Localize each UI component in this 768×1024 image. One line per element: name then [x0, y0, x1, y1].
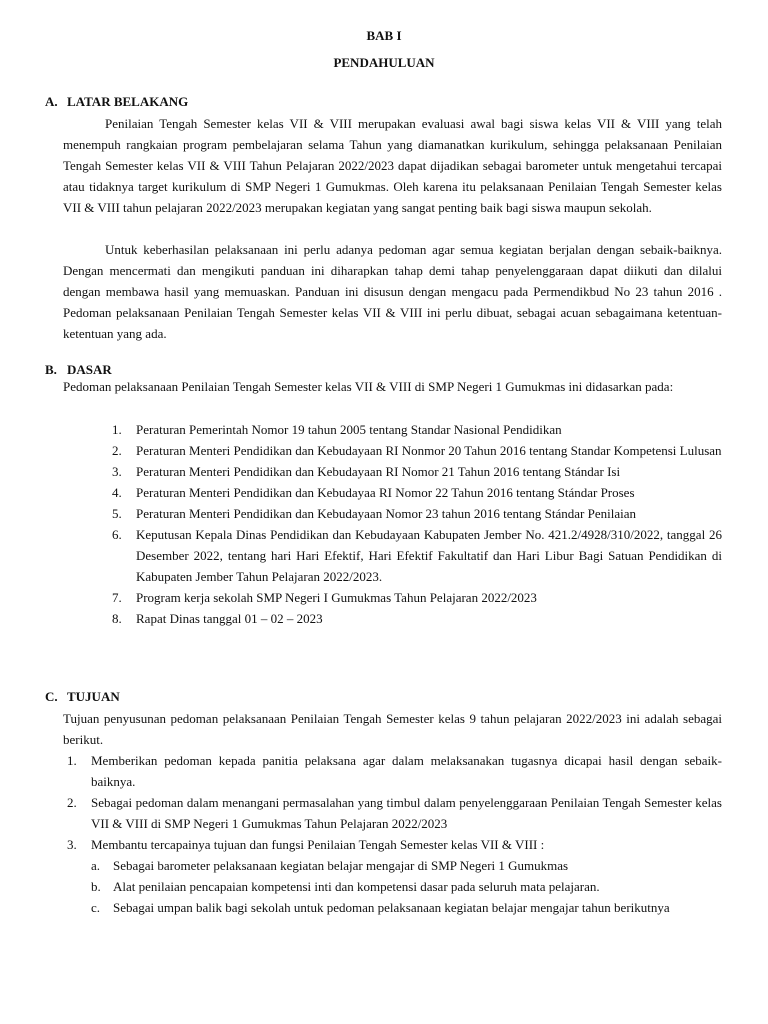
- list-item-text: Peraturan Menteri Pendidikan dan Kebudayaa RI Nomor 22 Tahun 2016 tentang Stándar Proses: [136, 485, 635, 500]
- list-item-text: Membantu tercapainya tujuan dan fungsi Penilaian Tengah Semester kelas VII & VIII :: [91, 837, 545, 852]
- list-item-number: 7.: [112, 590, 122, 605]
- list-item-letter: c.: [91, 900, 101, 915]
- section-b-intro: Pedoman pelaksanaan Penilaian Tengah Semester kelas VII & VIII di SMP Negeri 1 Gumukmas ini didasarkan pada:: [63, 379, 674, 394]
- list-item-number: 1.: [67, 753, 77, 768]
- list-item-text: Sebagai umpan balik bagi sekolah untuk pedoman pelaksanaan kegiatan belajar mengajar tahun berikutnya: [113, 900, 670, 915]
- list-item-text: Memberikan pedoman kepada panitia pelaksana agar dalam melaksanakan tugasnya dicapai hasil dengan sebaik-baiknya.: [91, 753, 722, 789]
- section-a-heading: [45, 91, 188, 112]
- list-item-number: 4.: [112, 485, 122, 500]
- list-item: [112, 608, 722, 629]
- section-c-intro: Tujuan penyusunan pedoman pelaksanaan Penilaian Tengah Semester kelas 9 tahun pelajaran 2022/2023 ini adalah sebagai berikut.: [63, 711, 722, 747]
- list-item-text: Sebagai pedoman dalam menangani permasalahan yang timbul dalam penyelenggaraan Penilaian Tengah Semester kelas VII & VIII di SMP Negeri 1 Gumukmas Tahun Pelajaran 2022/2023: [91, 795, 722, 831]
- list-item: [112, 524, 722, 587]
- list-item: [67, 834, 722, 855]
- section-a-paragraph-2: Untuk keberhasilan pelaksanaan ini perlu adanya pedoman agar semua kegiatan berjalan dengan sebaik-baiknya. Dengan mencermati dan mengikuti panduan ini diharapkan tahap demi tahap penyelenggaraan dapat diikuti dan dilalui dengan membawa hasil yang memuaskan. Panduan ini disusun dengan mengacu pada Permendikbud No 23 tahun 2016 . Pedoman pelaksanaan Penilaian Tengah Semester kelas VII & VIII ini perlu dibuat, sebagai acuan sebagaimana ketentuan-ketentuan yang ada.: [63, 242, 722, 341]
- list-item-text: Peraturan Menteri Pendidikan dan Kebudayaan Nomor 23 tahun 2016 tentang Stándar Penilaian: [136, 506, 637, 521]
- list-item: [91, 897, 722, 918]
- list-item: [112, 482, 722, 503]
- list-item: [91, 855, 722, 876]
- chapter-title: PENDAHULUAN: [333, 55, 435, 70]
- list-item-number: 2.: [67, 795, 77, 810]
- section-c-title: TUJUAN: [67, 689, 120, 704]
- list-item-text: Peraturan Menteri Pendidikan dan Kebudayaan RI Nonmor 20 Tahun 2016 tentang Standar Kompetensi Lulusan: [136, 443, 722, 458]
- list-item-text: Peraturan Pemerintah Nomor 19 tahun 2005 tentang Standar Nasional Pendidikan: [136, 422, 562, 437]
- list-item-number: 3.: [112, 464, 122, 479]
- list-item-text: Sebagai barometer pelaksanaan kegiatan belajar mengajar di SMP Negeri 1 Gumukmas: [113, 858, 569, 873]
- list-item-letter: b.: [91, 879, 101, 894]
- section-c-letter: C.: [45, 689, 58, 704]
- list-item: [67, 750, 722, 792]
- list-item-number: 3.: [67, 837, 77, 852]
- list-item-number: 1.: [112, 422, 122, 437]
- list-item-number: 5.: [112, 506, 122, 521]
- list-item: [67, 792, 722, 834]
- list-item: [112, 419, 722, 440]
- list-item-text: Rapat Dinas tanggal 01 – 02 – 2023: [136, 611, 323, 626]
- list-item-text: Peraturan Menteri Pendidikan dan Kebudayaan RI Nomor 21 Tahun 2016 tentang Stándar Isi: [136, 464, 621, 479]
- list-item-number: 8.: [112, 611, 122, 626]
- section-c-heading: [45, 686, 120, 707]
- list-item: [112, 440, 722, 461]
- list-item: [112, 461, 722, 482]
- section-b-list: [112, 419, 722, 629]
- list-item-text: Program kerja sekolah SMP Negeri I Gumukmas Tahun Pelajaran 2022/2023: [136, 590, 537, 605]
- list-item: [112, 503, 722, 524]
- section-a-letter: A.: [45, 94, 58, 109]
- list-item-letter: a.: [91, 858, 101, 873]
- list-item-text: Alat penilaian pencapaian kompetensi inti dan kompetensi dasar pada seluruh mata pelajaran.: [113, 879, 600, 894]
- section-c-list: [67, 750, 722, 855]
- section-a-title: LATAR BELAKANG: [67, 94, 189, 109]
- section-c-sublist: [91, 855, 722, 918]
- section-a-paragraph-1: Penilaian Tengah Semester kelas VII & VIII merupakan evaluasi awal bagi siswa kelas VII & VIII yang telah menempuh rangkaian program pembelajaran selama Tahun yang diamanatkan kurikulum, sehingga pelaksanaan Penilaian Tengah Semester kelas VII & VIII Tahun Pelajaran 2022/2023 dapat dijadikan sebagai barometer untuk mengetahui tercapai atau tidaknya target kurikulum di SMP Negeri 1 Gumukmas. Oleh karena itu pelaksanaan Penilaian Tengah Semester kelas VII & VIII tahun pelajaran 2022/2023 merupakan kegiatan yang sangat penting baik bagi siswa maupun sekolah.: [63, 116, 722, 215]
- list-item-number: 6.: [112, 527, 122, 542]
- section-b-letter: B.: [45, 362, 57, 377]
- list-item-number: 2.: [112, 443, 122, 458]
- list-item: [91, 876, 722, 897]
- list-item-text: Keputusan Kepala Dinas Pendidikan dan Kebudayaan Kabupaten Jember No. 421.2/4928/310/2022, tanggal 26 Desember 2022, tentang hari Hari Efektif, Hari Efektif Fakultatif dan Hari Libur Bagi Satuan Pendidikan di Kabupaten Jember Tahun Pelajaran 2022/2023.: [136, 527, 722, 584]
- chapter-number: BAB I: [366, 28, 402, 43]
- list-item: [112, 587, 722, 608]
- section-b-title: DASAR: [67, 362, 112, 377]
